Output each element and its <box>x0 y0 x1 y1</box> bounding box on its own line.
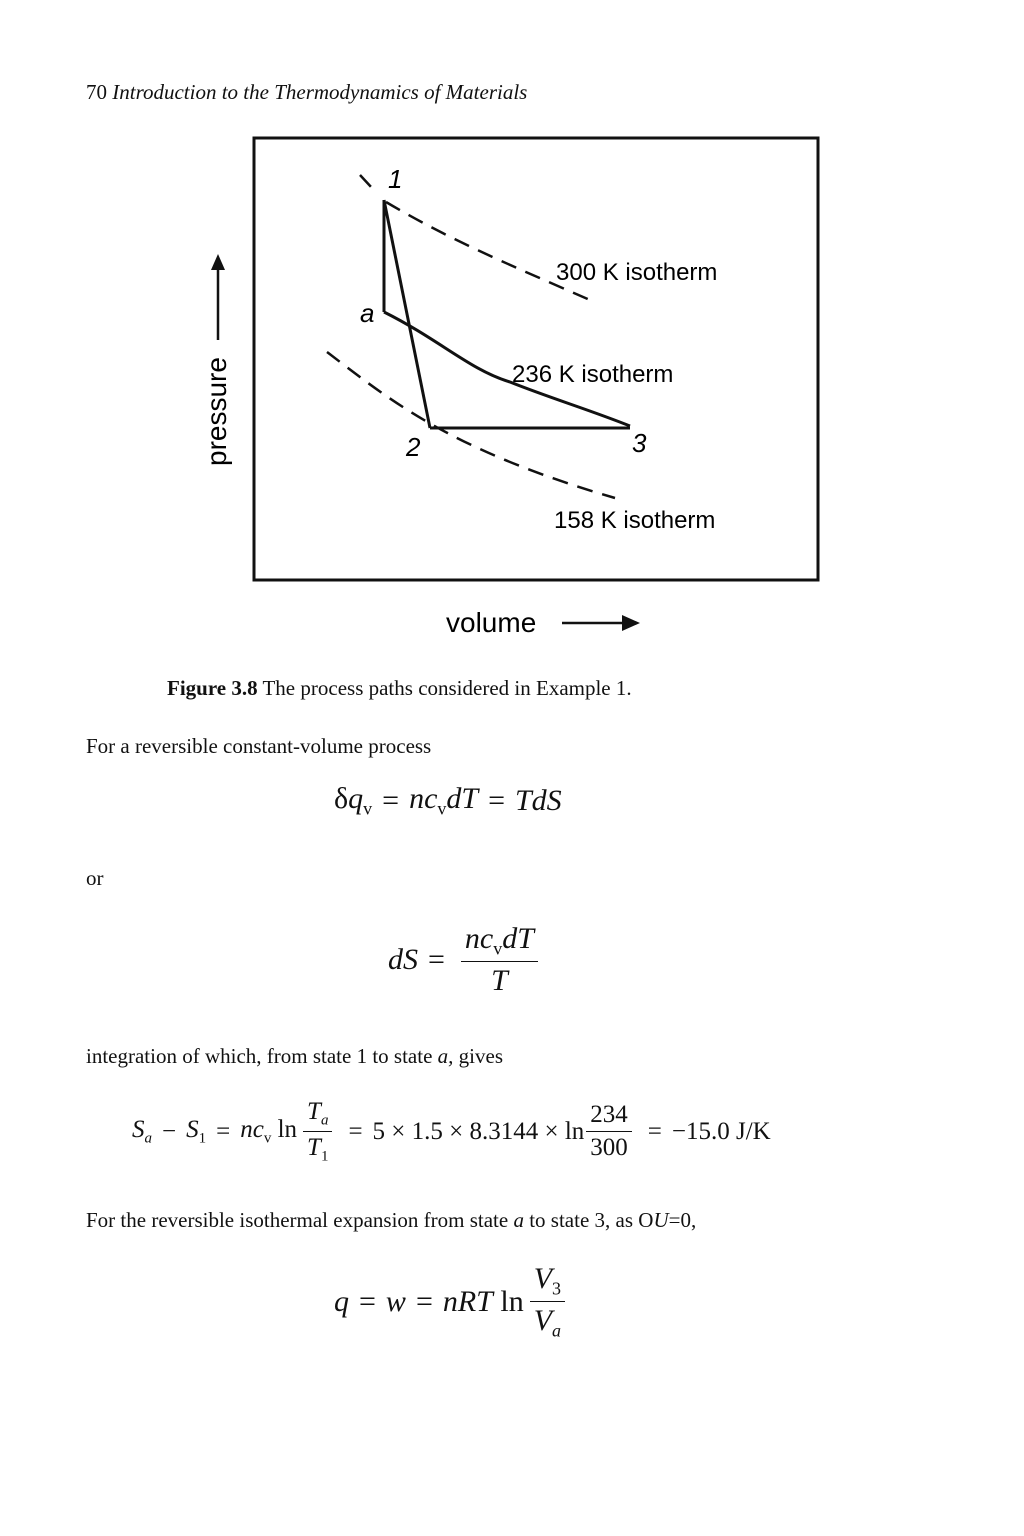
paragraph-3: integration of which, from state 1 to state a, gives <box>86 1044 503 1068</box>
caption-label: Figure 3.8 <box>167 676 258 700</box>
paragraph-4: For the reversible isothermal expansion from state a to state 3, as OU=0, <box>86 1208 697 1232</box>
equation-3-result: −15.0 J/K <box>671 1117 771 1145</box>
page-number: 70 <box>86 80 107 104</box>
equation-4: q = w = nRT ln $\frac{V_3}{V_a}$ <box>334 1262 571 1342</box>
equation-3: $S_a$ − $S_1$ = $nc_v$ ln $\frac{T_a}{T_1}$ = 5 × 1.5 × 8.3144 × ln $\frac{234}{300}$ = −15.0 J/K <box>132 1098 771 1165</box>
x-axis-label: volume <box>446 607 537 638</box>
equation-3-denominator: 300 <box>590 1134 628 1162</box>
point-label-3: 3 <box>632 428 647 458</box>
caption-text: The process paths considered in Example 1. <box>262 676 632 700</box>
isotherm-label-158k: 158 K isotherm <box>554 507 716 534</box>
figure-3-8 <box>190 130 850 650</box>
point-label-a: a <box>360 298 375 328</box>
point-label-2: 2 <box>406 432 421 462</box>
pv-diagram <box>190 130 850 650</box>
y-axis-arrow-head <box>211 254 225 270</box>
paragraph-1: For a reversible constant-volume process <box>86 734 432 758</box>
equation-2: dS = $\frac{nc_vdT}{T}$ <box>388 922 544 998</box>
plot-frame <box>254 138 818 580</box>
equation-1: $\delta q_v$ = $nc_vdT$ = TdS <box>334 782 562 819</box>
equation-3-numerator: 234 <box>586 1101 632 1132</box>
book-title: Introduction to the Thermodynamics of Materials <box>112 80 528 104</box>
x-axis-arrow-head <box>622 615 640 631</box>
y-axis-label-group <box>201 254 232 466</box>
isotherm-label-300k: 300 K isotherm <box>556 259 718 286</box>
paragraph-2: or <box>86 866 104 890</box>
equation-3-values: 5 × 1.5 × 8.3144 × ln <box>372 1117 585 1145</box>
y-axis-label: pressure <box>201 357 232 466</box>
figure-caption <box>167 676 632 701</box>
point-label-1: 1 <box>388 164 403 194</box>
isotherm-label-236k: 236 K isotherm <box>512 361 674 388</box>
running-header <box>86 80 527 105</box>
